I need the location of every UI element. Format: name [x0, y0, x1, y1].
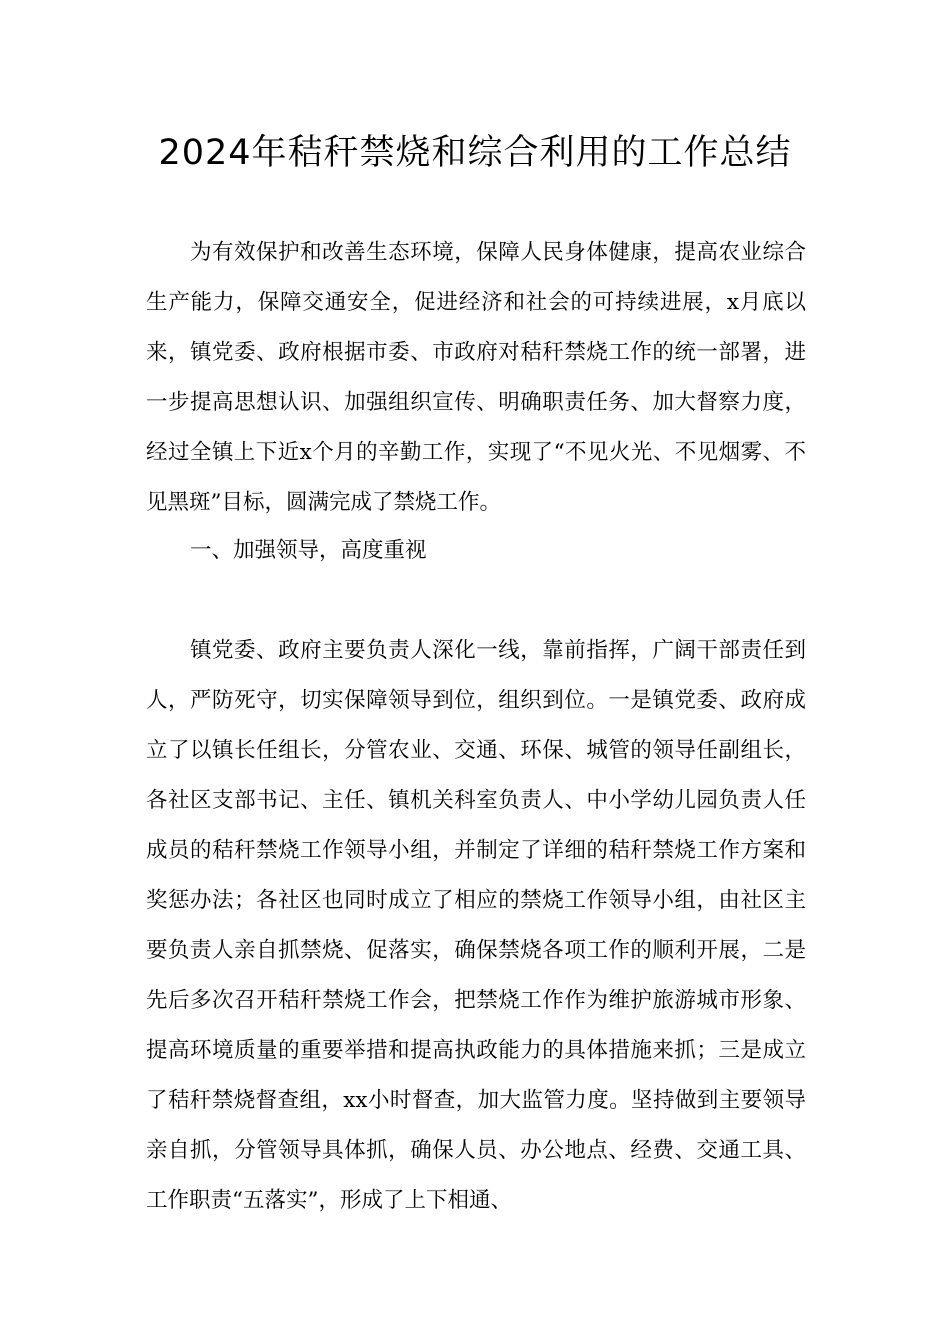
intro-paragraph: 为有效保护和改善生态环境，保障人民身体健康，提高农业综合生产能力，保障交通安全，促进经济和社会的可持续进展，x月底以来，镇党委、政府根据市委、市政府对秸秆禁烧工作的统一部署，进一步提高思想认识、加强组织宣传、明确职责任务、加大督察力度，经过全镇上下近x个月的辛勤工作，实现了“不见火光、不见烟雾、不见黑斑”目标，圆满完成了禁烧工作。 [146, 240, 806, 515]
section-paragraph: 镇党委、政府主要负责人深化一线，靠前指挥，广阔干部责任到人，严防死守，切实保障领导到位，组织到位。一是镇党委、政府成立了以镇长任组长，分管农业、交通、环保、城管的领导任副组长，各社区支部书记、主任、镇机关科室负责人、中小学幼儿园负责人任成员的秸秆禁烧工作领导小组，并制定了详细的秸秆禁烧工作方案和奖惩办法；各社区也同时成立了相应的禁烧工作领导小组，由社区主要负责人亲自抓禁烧、促落实，确保禁烧各项工作的顺利开展，二是先后多次召开秸秆禁烧工作会，把禁烧工作作为维护旅游城市形象、提高环境质量的重要举措和提高执政能力的具体措施来抓；三是成立了秸秆禁烧督查组，xx小时督查，加大监管力度。坚持做到主要领导亲自抓，分管领导具体抓，确保人员、办公地点、经费、交通工具、工作职责“五落实”，形成了上下相通、 [146, 638, 806, 1213]
document-title: 2024年秸秆禁烧和综合利用的工作总结 [158, 133, 792, 173]
section-heading: 一、加强领导，高度重视 [190, 538, 427, 563]
